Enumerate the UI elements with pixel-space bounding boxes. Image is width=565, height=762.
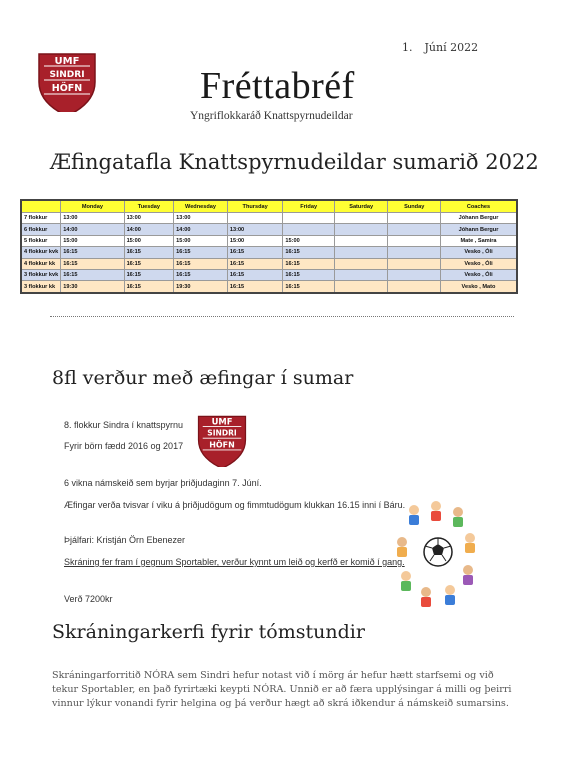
time-cell: 15:00 [124,235,174,246]
time-cell: 16:15 [124,269,174,280]
table-row [21,224,517,235]
table-row [21,258,517,269]
time-cell: 16:15 [61,258,124,269]
page-title: Fréttabréf [200,65,355,107]
time-cell: 19:30 [174,281,228,293]
schedule-table [20,199,518,294]
eighth-heading: 8fl verður með æfingar í sumar [52,367,354,389]
schedule-heading: Æfingatafla Knattspyrnudeildar sumarið 2022 [50,150,539,174]
time-cell: 14:00 [124,224,174,235]
time-cell: 13:00 [174,213,228,224]
group-cell: 3 flokkur kk [21,281,61,293]
issue-date [402,41,478,54]
table-header-cell: Monday [61,200,124,213]
registration-body: Skráningarforritið NÓRA sem Sindri hefur notast við í mörg ár hefur hætt starfsemi og við tekur Sportabler, en það fyrirtæki keypti NÓRA. Unnið er að færa upplýsingar á milli og þeirri vinnur lýkur vonandi fyrir helgina og þá verður hægt að skrá iðkendur á námskeið sumarsins. [52,670,512,709]
time-cell: 16:15 [174,269,228,280]
time-cell: 16:15 [227,269,283,280]
group-cell: 4 flokkur kk [21,258,61,269]
time-cell: 14:00 [174,224,228,235]
eighth-line-5: Þjálfari: Kristján Örn Ebenezer [64,535,186,545]
time-cell: 16:15 [283,258,334,269]
time-cell: 16:15 [227,258,283,269]
time-cell: 16:15 [283,247,334,258]
time-cell: 16:15 [227,281,283,293]
eighth-line-2: Fyrir börn fædd 2016 og 2017 [64,441,184,451]
logo-text-hofn: HÖFN [51,83,83,94]
time-cell [334,247,388,258]
time-cell [388,258,441,269]
time-cell: 16:15 [61,269,124,280]
kids-football-illustration [394,498,478,610]
table-header-cell: Tuesday [124,200,174,213]
table-header-cell: Friday [283,200,334,213]
time-cell [334,213,388,224]
coach-cell: Jóhann Bergur [440,224,517,235]
time-cell [334,258,388,269]
time-cell: 15:00 [61,235,124,246]
time-cell [388,235,441,246]
time-cell [334,269,388,280]
logo-text-sindri: SINDRI [49,70,85,80]
time-cell [334,224,388,235]
eighth-line-3: 6 vikna námskeið sem byrjar þriðjudaginn 7. Júní. [64,478,262,488]
time-cell [283,213,334,224]
time-cell: 16:15 [174,247,228,258]
table-header-cell: Coaches [440,200,517,213]
time-cell: 13:00 [61,213,124,224]
sindri-logo-icon [36,50,98,112]
time-cell: 15:00 [227,235,283,246]
table-row [21,247,517,258]
coach-cell: Mate , Samira [440,235,517,246]
date-number: 1. [402,41,413,54]
group-cell: 5 flokkur [21,235,61,246]
eighth-line-1: 8. flokkur Sindra í knattspyrnu [64,420,184,430]
logo-text-sindri: SINDRI [207,428,237,438]
date-text: Júní 2022 [424,41,479,54]
eighth-line-7: Verð 7200kr [64,594,113,604]
time-cell: 16:15 [227,247,283,258]
registration-heading: Skráningarkerfi fyrir tómstundir [52,621,365,643]
club-logo [36,50,98,116]
table-header-cell: Wednesday [174,200,228,213]
table-header-cell: Thursday [227,200,283,213]
time-cell: 13:00 [227,224,283,235]
group-cell: 7 flokkur [21,213,61,224]
coach-cell: Vesko , Mato [440,281,517,293]
time-cell [388,213,441,224]
logo-text-umf: UMF [211,416,233,427]
time-cell: 16:15 [124,247,174,258]
time-cell [227,213,283,224]
table-header-cell [21,200,61,213]
time-cell [388,247,441,258]
group-cell: 6 flokkur [21,224,61,235]
time-cell [388,269,441,280]
table-row [21,269,517,280]
sindri-logo-small-icon [196,411,248,467]
group-cell: 3 flokkur kvk [21,269,61,280]
eighth-line-6: Skráning fer fram í gegnum Sportabler, verður kynnt um leið og kerfð er komið í gang. [64,557,405,567]
time-cell: 13:00 [124,213,174,224]
time-cell: 16:15 [283,269,334,280]
time-cell [334,281,388,293]
time-cell: 15:00 [283,235,334,246]
logo-text-umf: UMF [54,56,80,67]
time-cell [388,281,441,293]
time-cell: 16:15 [174,258,228,269]
coach-cell: Jóhann Bergur [440,213,517,224]
time-cell: 16:15 [124,281,174,293]
time-cell [334,235,388,246]
time-cell: 16:15 [61,247,124,258]
table-header-cell: Saturday [334,200,388,213]
table-row [21,213,517,224]
coach-cell: Vesko , Óli [440,247,517,258]
club-logo-small [196,411,248,471]
page-subtitle: Yngriflokkaráð Knattspyrnudeildar [190,110,353,122]
table-row [21,235,517,246]
logo-text-hofn: HÖFN [209,440,235,450]
time-cell [283,224,334,235]
table-header-row [21,200,517,213]
time-cell [388,224,441,235]
time-cell: 15:00 [174,235,228,246]
coach-cell: Vesko , Óli [440,269,517,280]
kids-soccer-icon [394,498,478,610]
time-cell: 19:30 [61,281,124,293]
eighth-line-4: Æfingar verða tvisvar í viku á þriðjudögum og fimmtudögum klukkan 16.15 inni í Báru. [64,500,406,510]
coach-cell: Vesko , Óli [440,258,517,269]
group-cell: 4 flokkur kvk [21,247,61,258]
table-header-cell: Sunday [388,200,441,213]
section-divider [50,316,514,317]
time-cell: 16:15 [283,281,334,293]
time-cell: 16:15 [124,258,174,269]
table-row [21,281,517,293]
time-cell: 14:00 [61,224,124,235]
